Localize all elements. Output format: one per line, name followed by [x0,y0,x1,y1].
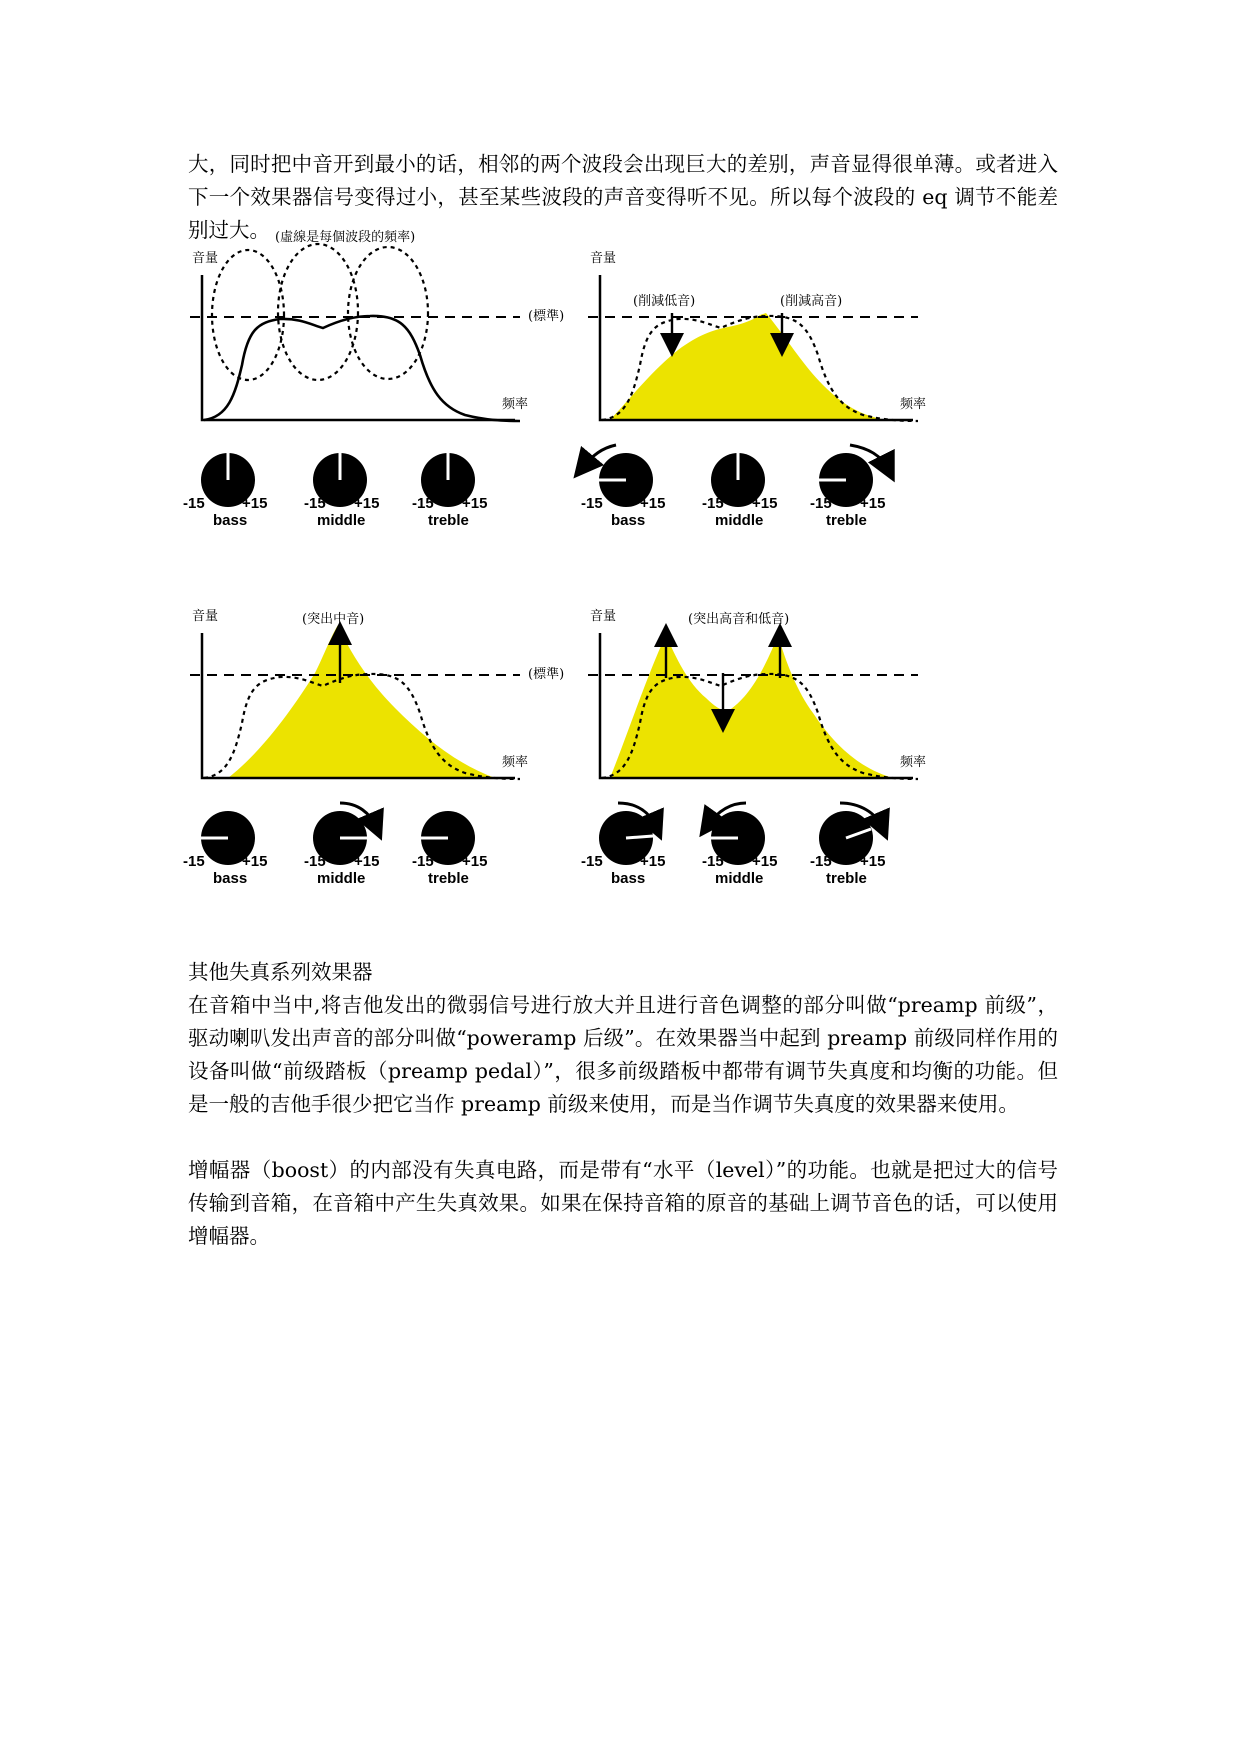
middle-band-ellipse [278,244,358,380]
knob-min-label: -15 [304,853,326,870]
frequency-axis-label: 频率 [502,755,529,770]
knob-min-label: -15 [702,495,724,512]
knob-max-label: +15 [860,495,886,512]
treble-band-ellipse [348,247,428,379]
knob-max-label: +15 [860,853,886,870]
knob-max-label: +15 [354,853,380,870]
standard-label: (標準) [528,667,565,682]
knob-max-label: +15 [242,853,268,870]
knob-min-label: -15 [183,853,205,870]
boost-mid-label: (突出中音) [302,612,365,627]
volume-axis-label: 音量 [590,251,617,266]
knob-bass-label: bass [611,512,646,529]
knob-treble-label: treble [428,512,469,529]
body-paragraph-preamp: 在音箱中当中,将吉他发出的微弱信号进行放大并且进行音色调整的部分叫做“preamp 前级”，驱动喇叭发出声音的部分叫做“poweramp 后级”。在效果器当中起到 preamp 前级同样作用的设备叫做“前级踏板（preamp pedal）”，很多前级踏板中都带有调节失真度和均衡的功能。但是一般的吉他手很少把它当作 preamp 前级来使用，而是当作调节失真度的效果器来使用。 [188,993,1058,1116]
section-title: 其他失真系列效果器 [188,960,373,984]
body-paragraph-eq: 大，同时把中音开到最小的话，相邻的两个波段会出现巨大的差别，声音显得很单薄。或者进入下一个效果器信号变得过小，甚至某些波段的声音变得听不见。所以每个波段的 eq 调节不能差别过大。 [188,152,1058,242]
cut-high-label: (削減高音) [780,294,843,309]
axes [202,275,515,420]
frequency-axis-label: 频率 [900,397,927,412]
knob-max-label: +15 [752,853,778,870]
response-curve [204,316,520,421]
knob-max-label: +15 [462,853,488,870]
knob-max-label: +15 [354,495,380,512]
eq-panel-boost-middle [183,609,564,887]
eq-fill-area [610,313,886,420]
knob-min-label: -15 [581,495,603,512]
eq-illustration [183,230,1050,955]
knob-min-label: -15 [412,853,434,870]
knob-max-label: +15 [462,495,488,512]
boost-high-low-label: (突出高音和低音) [688,612,790,627]
frequency-axis-label: 频率 [502,397,529,412]
knob-min-label: -15 [412,495,434,512]
volume-axis-label: 音量 [590,609,617,624]
knob-treble-label: treble [428,870,469,887]
knob-max-label: +15 [752,495,778,512]
knob-min-label: -15 [581,853,603,870]
eq-fill-area [610,635,893,778]
frequency-axis-label: 频率 [900,755,927,770]
knob-min-label: -15 [183,495,205,512]
standard-label: (標準) [528,309,565,324]
knob-min-label: -15 [810,495,832,512]
volume-axis-label: 音量 [192,609,219,624]
knob-min-label: -15 [702,853,724,870]
knob-treble-label: treble [826,512,867,529]
bass-band-ellipse [212,250,284,380]
volume-axis-label: 音量 [192,251,219,266]
dashed-line-note: (虛線是每個波段的頻率) [275,230,416,245]
eq-panel-flat [183,229,564,529]
knob-max-label: +15 [640,853,666,870]
eq-panel-boost-bass-treble [581,609,926,887]
knob-max-label: +15 [242,495,268,512]
knob-middle-label: middle [317,870,366,887]
body-paragraph-boost: 增幅器（boost）的内部没有失真电路，而是带有“水平（level）”的功能。也就是把过大的信号传输到音箱，在音箱中产生失真效果。如果在保持音箱的原音的基础上调节音色的话，可以使用增幅器。 [188,1158,1058,1248]
knob-min-label: -15 [810,853,832,870]
knob-bass-label: bass [213,512,248,529]
eq-panel-cut-bass-treble [581,251,926,529]
cut-low-label: (削減低音) [633,294,696,309]
knob-bass-label: bass [611,870,646,887]
knob-bass-label: bass [213,870,248,887]
knob-middle-label: middle [715,870,764,887]
knob-middle-label: middle [317,512,366,529]
knob-min-label: -15 [304,495,326,512]
knob-treble-label: treble [826,870,867,887]
eq-fill-area [228,625,495,778]
knob-max-label: +15 [640,495,666,512]
knob-middle-label: middle [715,512,764,529]
